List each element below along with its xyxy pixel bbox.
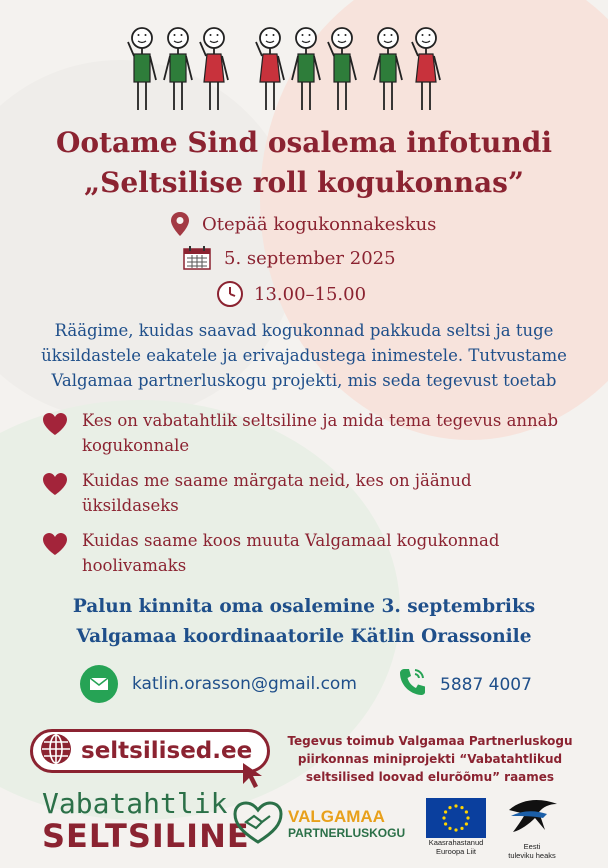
- eu-star: [466, 816, 469, 819]
- eu-star: [454, 828, 457, 831]
- eu-star: [448, 827, 451, 830]
- person-figure: [412, 28, 440, 110]
- calendar-icon: [182, 246, 214, 270]
- phone-icon: [398, 667, 426, 702]
- eu-star: [448, 806, 451, 809]
- partner-logo-eu: Kaasrahastanud Euroopa Liit: [426, 798, 486, 856]
- globe-icon: [39, 732, 73, 770]
- location-pin-icon: [168, 212, 192, 236]
- people-illustration: [120, 22, 480, 114]
- eu-star: [460, 827, 463, 830]
- eu-flag-icon: [426, 798, 486, 838]
- person-figure: [128, 28, 156, 110]
- website-link[interactable]: [30, 729, 270, 773]
- phone-contact[interactable]: [398, 667, 532, 702]
- brand-line-2: SELTSILINE: [42, 817, 250, 855]
- eu-star: [465, 810, 468, 813]
- eu-star: [444, 810, 447, 813]
- time-text: 13.00–15.00: [254, 283, 367, 305]
- title-line-2: „Seltsilise roll kogukonnas”: [84, 166, 524, 199]
- person-figure: [256, 28, 284, 110]
- cursor-icon: [240, 760, 268, 794]
- partner-logo-vpk: VALGAMAA PARTNERLUSKOGU: [232, 800, 405, 850]
- topic-item: Kuidas me saame märgata neid, kes on jäänud üksildaseks: [42, 468, 572, 518]
- person-figure: [374, 28, 402, 110]
- phone-text[interactable]: 5887 4007: [440, 674, 532, 695]
- location-text: Otepää kogukonnakeskus: [202, 213, 437, 235]
- eu-star: [444, 822, 447, 825]
- clock-icon: [216, 280, 244, 308]
- person-figure: [292, 28, 320, 110]
- title-line-1: Ootame Sind osalema infotundi: [55, 126, 552, 159]
- eu-star: [460, 806, 463, 809]
- topic-item: Kes on vabatahtlik seltsiline ja mida tema tegevus annab kogukonnale: [42, 408, 572, 458]
- brand-line-1: Vabatahtlik: [42, 787, 228, 820]
- mail-icon: [80, 665, 118, 703]
- heart-icon: [42, 468, 68, 518]
- heart-icon: [42, 528, 68, 578]
- eu-star: [442, 816, 445, 819]
- person-figure: [164, 28, 192, 110]
- intro-text: Räägime, kuidas saavad kogukonnad pakkuda seltsi ja tuge üksildastele eakatele ja erivajadustega inimestele. Tutvustame Valgamaa partnerluskogu projekti, mis seda tegevust toetab: [41, 321, 567, 390]
- website-text[interactable]: seltsilised.ee: [81, 738, 253, 764]
- email-text[interactable]: katlin.orasson@gmail.com: [132, 674, 357, 694]
- date-row: [182, 246, 396, 270]
- person-figure: [328, 28, 356, 110]
- handshake-icon: [232, 800, 284, 850]
- email-contact[interactable]: [80, 665, 357, 703]
- eu-star: [454, 804, 457, 807]
- location-row: [168, 212, 436, 236]
- time-row: [216, 280, 366, 308]
- eu-star: [465, 822, 468, 825]
- person-figure: [200, 28, 228, 110]
- topic-item: Kuidas saame koos muuta Valgamaal kogukonnad hoolivamaks: [42, 528, 572, 578]
- partner-logo-eesti: Eesti tuleviku heaks: [500, 796, 564, 860]
- date-text: 5. september 2025: [224, 247, 396, 269]
- heart-icon: [42, 408, 68, 458]
- swallow-icon: [505, 796, 559, 838]
- confirm-text: Palun kinnita oma osalemine 3. septembriks Valgamaa koordinaatorile Kätlin Orassonile: [72, 596, 536, 647]
- project-note: Tegevus toimub Valgamaa Partnerluskogu piirkonnas miniprojekti “Vabatahtlikud seltsilised loovad elurõõmu” raames: [287, 734, 573, 784]
